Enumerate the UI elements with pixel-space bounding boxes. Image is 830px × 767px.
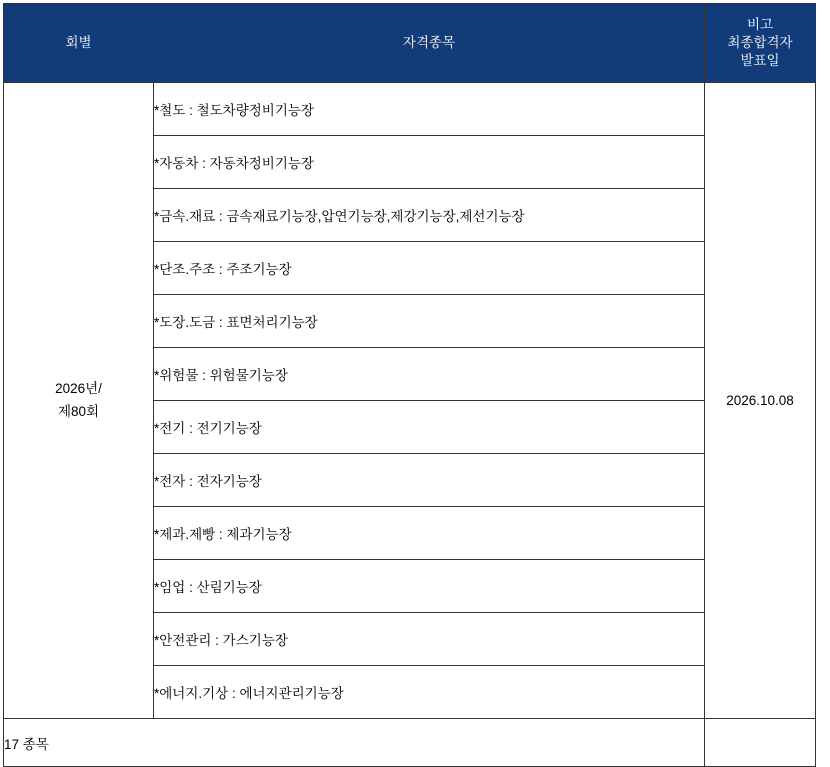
subject-cell: *금속.재료 : 금속재료기능장,압연기능장,제강기능장,제선기능장 [154, 189, 705, 242]
announce-date-cell: 2026.10.08 [705, 83, 816, 719]
table-total-row [4, 719, 816, 767]
subject-cell: *에너지.기상 : 에너지관리기능장 [154, 666, 705, 719]
total-subjects-cell: 17 종목 [4, 719, 705, 767]
subject-cell: *철도 : 철도차량정비기능장 [154, 83, 705, 136]
round-label-line2: 제80회 [57, 403, 100, 419]
column-header-note-line2: 최종합격자 [727, 34, 793, 50]
subject-cell: *단조.주조 : 주조기능장 [154, 242, 705, 295]
subject-cell: *제과.제빵 : 제과기능장 [154, 507, 705, 560]
total-note-cell [705, 719, 816, 767]
table-body [4, 83, 816, 767]
subject-cell: *도장.도금 : 표면처리기능장 [154, 295, 705, 348]
round-label-line1: 2026년/ [55, 380, 102, 396]
round-cell [4, 83, 154, 719]
subject-cell: *임업 : 산림기능장 [154, 560, 705, 613]
subject-cell: *자동차 : 자동차정비기능장 [154, 136, 705, 189]
table-header-row [4, 4, 816, 83]
table-header [4, 4, 816, 83]
subject-cell: *안전관리 : 가스기능장 [154, 613, 705, 666]
subject-cell: *전자 : 전자기능장 [154, 454, 705, 507]
column-header-note-line1: 비고 [746, 16, 774, 32]
subject-cell: *위험물 : 위험물기능장 [154, 348, 705, 401]
column-header-round: 회별 [4, 4, 154, 83]
column-header-note [705, 4, 816, 83]
column-header-note-line3: 발표일 [740, 53, 780, 69]
exam-schedule-table [3, 3, 816, 767]
subject-cell: *전기 : 전기기능장 [154, 401, 705, 454]
column-header-subject: 자격종목 [154, 4, 705, 83]
table-row [4, 83, 816, 136]
